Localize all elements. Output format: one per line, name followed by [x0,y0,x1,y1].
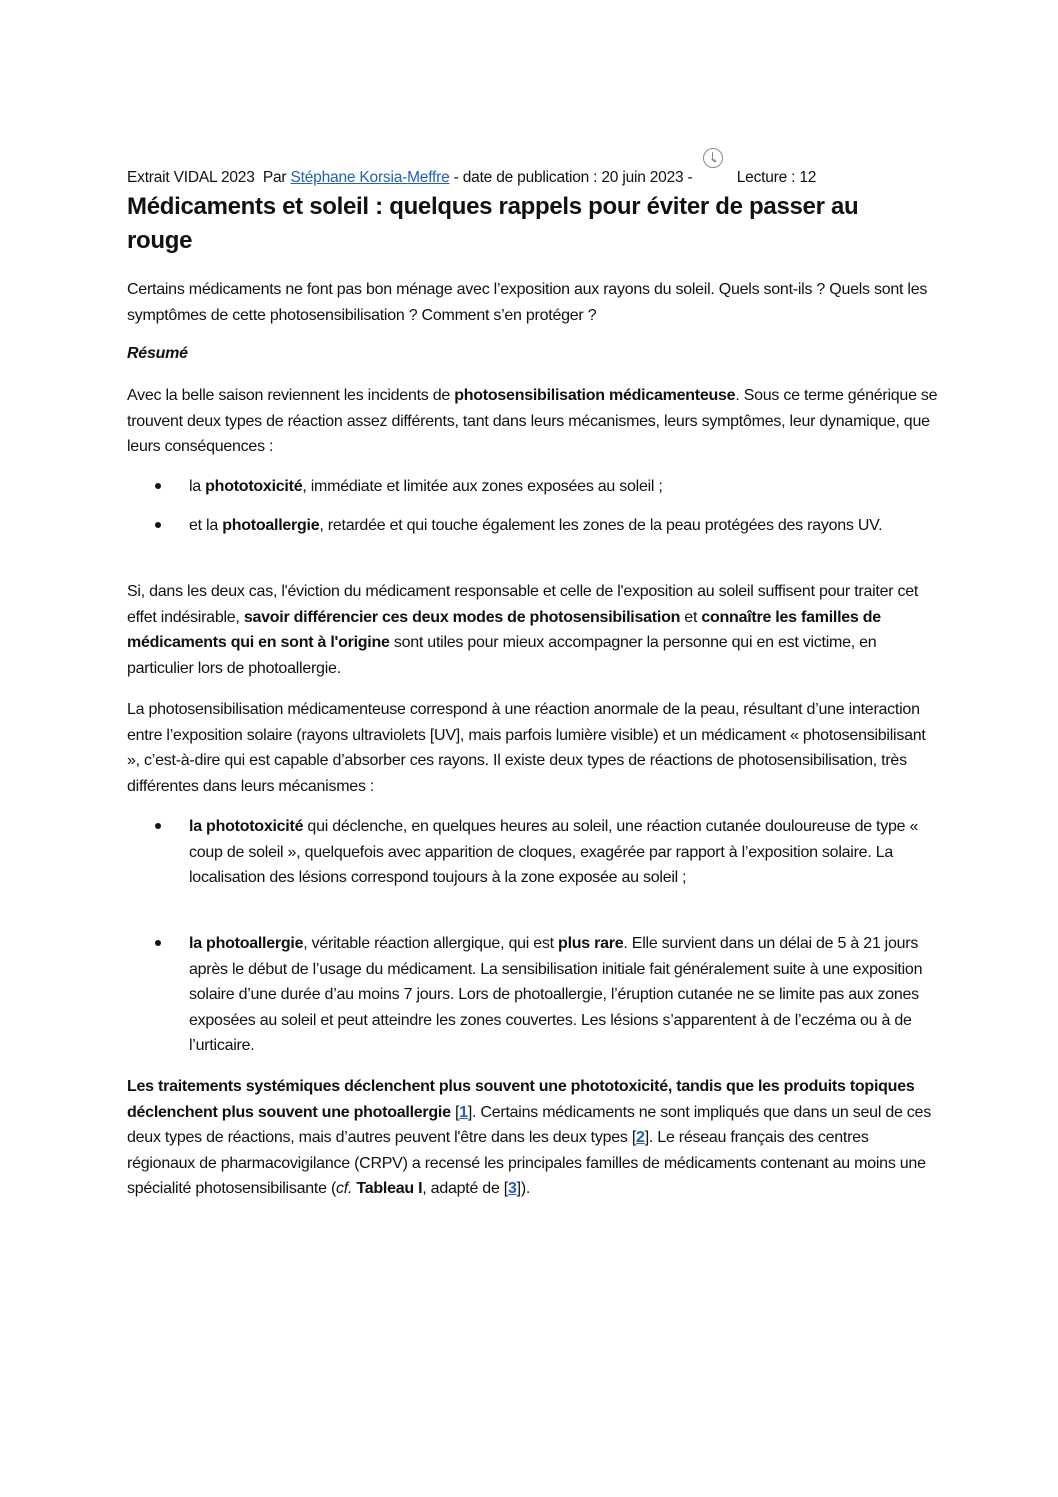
list-item: la phototoxicité qui déclenche, en quelques heures au soleil, une réaction cutanée douloureuse de type « coup de soleil », quelquefois avec apparition de cloques, exagérée par rapport à l’exposition solaire. La localisation des lésions correspond toujours à la zone exposée au soleil ; [189,814,939,891]
reference-link-3[interactable]: 3 [508,1180,517,1197]
bullet-icon [155,522,161,528]
paragraph-3: La photosensibilisation médicamenteuse correspond à une réaction anormale de la peau, résultant d’une interaction entre l’exposition solaire (rayons ultraviolets [UV], mais parfois lumière visible) et un médicament « photosensibilisant », c’est-à-dire qui est capable d’absorber ces rayons. Il existe deux types de réactions de photosensibilisation, très différentes dans leurs mécanismes : [127,701,926,795]
article-title: Médicaments et soleil : quelques rappels pour éviter de passer au rouge [127,193,859,254]
list-item: la phototoxicité, immédiate et limitée aux zones exposées au soleil ; [189,474,939,500]
list-item: et la photoallergie, retardée et qui touche également les zones de la peau protégées des rayons UV. [189,513,939,539]
clock-icon [703,148,723,168]
paragraph-4: Les traitements systémiques déclenchent plus souvent une phototoxicité, tandis que les produits topiques déclenchent plus souvent une photoallergie [1]. Certains médicaments ne sont impliqués que dans un seul de ces deux types de réactions, mais d’autres peuvent l'être dans les deux types [2]. Le réseau français des centres régionaux de pharmacovigilance (CRPV) a recensé les principales familles de médicaments contenant au moins une spécialité photosensibilisante (cf. Tableau I, adapté de [3]). [127,1078,931,1197]
article-meta [127,148,939,187]
list-item: la photoallergie, véritable réaction allergique, qui est plus rare. Elle survient dans un délai de 5 à 21 jours après le début de l’usage du médicament. La sensibilisation initiale fait généralement suite à une exposition solaire d’une durée d’au moins 7 jours. Lors de photoallergie, l’éruption cutanée ne se limite pas aux zones exposées au soleil et peut atteindre les zones couvertes. Les lésions s’apparentent à de l’eczéma ou à de l’urticaire. [189,931,939,1059]
reading-time: Lecture : 12 [736,169,817,186]
by-label: Par [262,169,287,186]
source-label: Extrait VIDAL 2023 [127,169,255,186]
reference-link-1[interactable]: 1 [459,1103,468,1121]
paragraph-1: Avec la belle saison reviennent les incidents de photosensibilisation médicamenteuse. Sous ce terme générique se trouvent deux types de réaction assez différents, tant dans leurs mécanismes, leurs symptômes, leur dynamique, que leurs conséquences : [127,387,938,455]
summary-heading: Résumé [127,345,188,362]
author-link[interactable]: Stéphane Korsia-Meffre [290,169,450,186]
publication-date: - date de publication : 20 juin 2023 - [453,169,693,186]
bullet-icon [155,940,161,946]
paragraph-2: Si, dans les deux cas, l'éviction du médicament responsable et celle de l'exposition au soleil suffisent pour traiter cet effet indésirable, savoir différencier ces deux modes de photosensibilisation et connaître les familles de médicaments qui en sont à l'origine sont utiles pour mieux accompagner la personne qui en est victime, en particulier lors de photoallergie. [127,583,919,677]
bullet-icon [155,483,161,489]
reference-link-2[interactable]: 2 [636,1129,645,1146]
bullet-icon [155,823,161,829]
intro-paragraph: Certains médicaments ne font pas bon ménage avec l’exposition aux rayons du soleil. Quels sont-ils ? Quels sont les symptômes de cette photosensibilisation ? Comment s’en protéger ? [127,281,928,324]
